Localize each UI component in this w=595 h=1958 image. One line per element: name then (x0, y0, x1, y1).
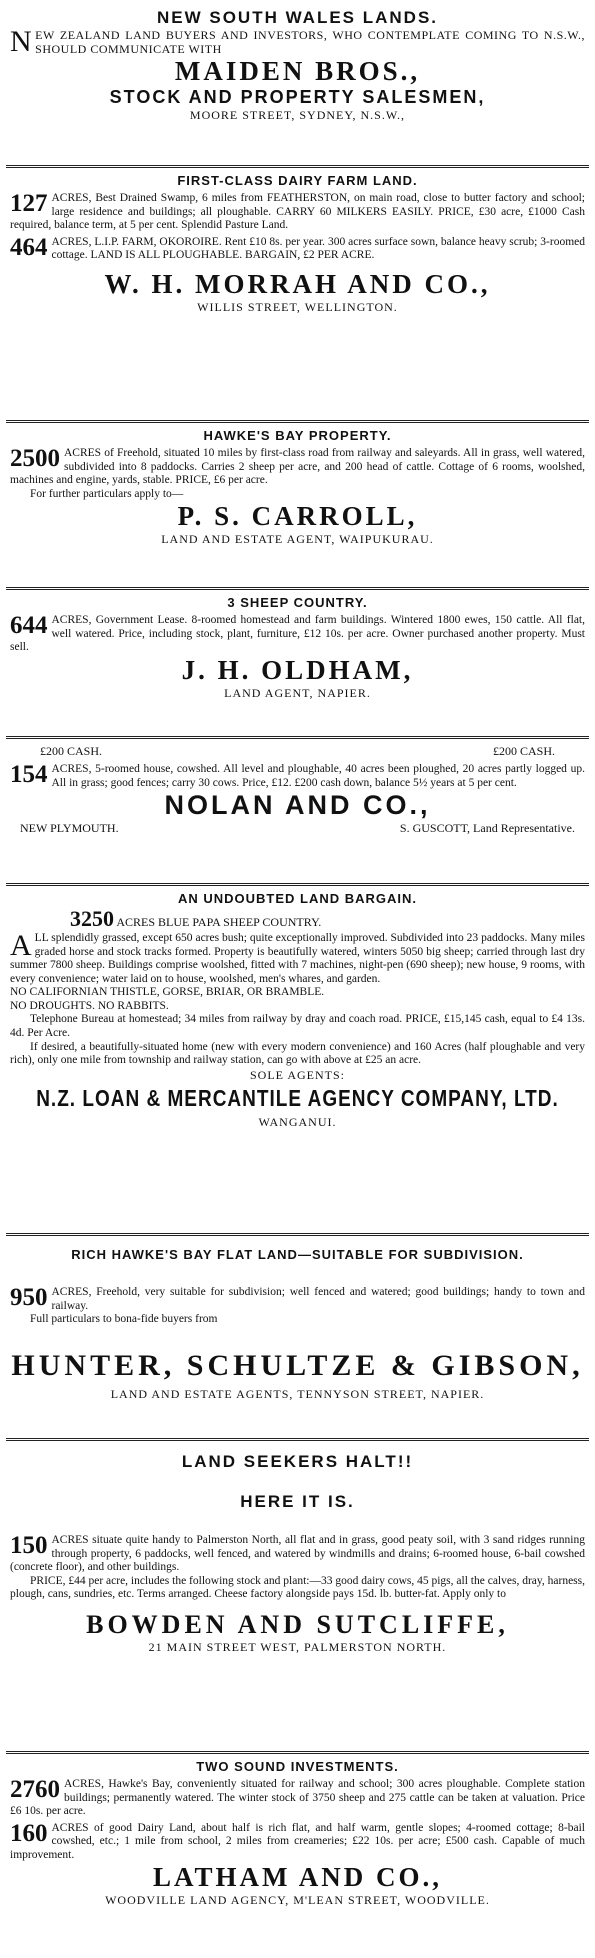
ad-nz-loan (6, 889, 589, 1230)
tagline: STOCK AND PROPERTY SALESMEN, (109, 87, 486, 108)
description (10, 929, 585, 986)
heading: LAND SEEKERS HALT!! (181, 1452, 414, 1471)
firm-name: MAIDEN BROS., (174, 56, 421, 87)
acreage-number: 464 (10, 233, 48, 261)
listing (10, 1778, 585, 1819)
divider (6, 587, 589, 590)
address: 21 MAIN STREET WEST, PALMERSTON NORTH. (148, 1639, 447, 1654)
listing (10, 1534, 585, 1575)
listing-text: ACRES, L.I.P. FARM, OKOROIRE. Rent £10 8s. per year. 300 acres surface sown, balance heavy scrub; 3-roomed cottage. LAND IS ALL PLOUGHABLE. BARGAIN, £2 PER ACRE. (51, 235, 585, 262)
acreage-number: 644 (10, 612, 48, 639)
divider (6, 883, 589, 886)
cash-left: £200 CASH. (40, 744, 103, 758)
listing-text: ACRES, Best Drained Swamp, 6 miles from FEATHERSTON, on main road, close to butter factory and school; large residence and buildings; all ploughable. CARRY 60 MILKERS EASILY. PRICE, £30 acre, £1000 Cash required, balance term, at 5 per cent. Splendid Pasture Land. (10, 192, 585, 232)
newspaper-page (6, 0, 589, 1943)
firm-name: W. H. MORRAH AND CO., (104, 268, 491, 299)
subheading-row (10, 906, 585, 932)
divider (6, 1438, 589, 1441)
intro (10, 25, 585, 58)
ad-nolan (6, 742, 589, 880)
listing-text: ACRES, Government Lease. 8-roomed homestead and farm buildings. Wintered 1800 ewes, 150 cattle. All flat, well watered. Price, including stock, plant, furniture, £12 10s. per acre. Owner purchased another property. Must sell. (10, 614, 585, 654)
heading: FIRST-CLASS DAIRY FARM LAND. (177, 173, 418, 188)
firm-name: BOWDEN AND SUTCLIFFE, (86, 1609, 509, 1639)
address: MOORE STREET, SYDNEY, N.S.W., (189, 108, 406, 123)
listing (10, 233, 585, 263)
apply-line: For further particulars apply to— (30, 487, 184, 500)
acreage-number: 2760 (10, 1776, 60, 1803)
divider (6, 420, 589, 423)
cash-right: £200 CASH. (492, 744, 555, 758)
listing (10, 447, 585, 488)
address: LAND AND ESTATE AGENT, WAIPUKURAU. (161, 532, 434, 547)
listing-text: ACRES, Hawke's Bay, conveniently situated for railway and school; 300 acres ploughable. Complete station buildings; permanently watered. The winter stock of 3750 sheep and 275 cattle can be taken at valuation. Price £6 10s. per acre. (10, 1778, 585, 1818)
firm-name: N.Z. LOAN & MERCANTILE AGENCY COMPANY, LTD. (36, 1086, 559, 1112)
listing (10, 1286, 585, 1313)
listing-text: ACRES of good Dairy Land, about half is rich flat, and half warm, gentle slopes; 4-roomed cottage; 8-bail cowshed, etc.; 1 mile from school, 2 miles from creameries; £22 10s. per acre; £500 cash. Capable of much improvement. (10, 1821, 585, 1861)
ad-latham (6, 1757, 589, 1943)
listing-text: ACRES of Freehold, situated 10 miles by first-class road from railway and saleyards. All in grass, well watered, subdivided into 8 paddocks. Carries 2 sheep per acre, and 200 head of cattle. Cottage of 6 rooms, woolshed, machines and engine, yards, stable. PRICE, £6 per acre. (10, 447, 585, 487)
address: LAND AND ESTATE AGENTS, TENNYSON STREET, NAPIER. (110, 1386, 485, 1401)
ad-maiden-bros (6, 6, 589, 162)
description-text: LL splendidly grassed, except 650 acres bush; quite exceptionally improved. Subdivided into 23 paddocks. Many miles graded horse and stock tracks formed. Property is beautifully watered, winters 5050 big sheep; carried through last dry summer 7800 sheep. Buildings comprise woolshed, fitted with 7 machines, night-pen (690 sheep); new house, 9 rooms, with every convenience; water laid on to house, woolshed, men's whares, and garden. (10, 932, 585, 985)
listing-text: ACRES, Freehold, very suitable for subdivision; well fenced and watered; good buildings; handy to town and railway. (51, 1286, 585, 1312)
drop-cap: N (10, 25, 33, 58)
heading: 3 SHEEP COUNTRY. (227, 595, 368, 610)
apply-line: Full particulars to bona-fide buyers from (30, 1313, 218, 1326)
heading: HAWKE'S BAY PROPERTY. (203, 428, 392, 443)
firm-name: J. H. OLDHAM, (181, 654, 414, 685)
feature-line: NO DROUGHTS. NO RABBITS. (10, 999, 169, 1012)
heading: AN UNDOUBTED LAND BARGAIN. (177, 891, 418, 906)
extra-text: If desired, a beautifully-situated home (new with every modern convenience) and 160 Acres (half ploughable and very rich), only one mile from township and railway station, can go with above at £25 an acre. (10, 1040, 585, 1067)
ad-carroll (6, 426, 589, 584)
firm-name: NOLAN AND CO., (164, 790, 431, 821)
acreage-number: 950 (10, 1284, 48, 1311)
ad-bowden (6, 1444, 589, 1748)
address: LAND AGENT, NAPIER. (224, 685, 371, 700)
sole-agents: SOLE AGENTS: (249, 1067, 345, 1082)
listing (10, 192, 585, 233)
footer-row (10, 821, 585, 836)
divider (6, 1233, 589, 1236)
cash-row (10, 744, 585, 759)
ad-morrah (6, 171, 589, 417)
heading-secondary: HERE IT IS. (240, 1492, 355, 1511)
feature-line: NO CALIFORNIAN THISTLE, GORSE, BRIAR, OR BRAMBLE. (10, 986, 325, 999)
divider (6, 165, 589, 168)
divider (6, 1751, 589, 1754)
firm-name: HUNTER, SCHULTZE & GIBSON, (11, 1348, 584, 1382)
listing-text: ACRES situate quite handy to Palmerston North, all flat and in grass, good peaty soil, with 3 sand ridges running through property, 6 paddocks, well fenced, and watered by windmills and drains; 6-roomed house, 6-bail cowshed (concrete floor), and other buildings. (10, 1534, 585, 1574)
listing (10, 614, 585, 655)
listing (10, 1819, 585, 1863)
drop-cap: A (10, 929, 32, 962)
listing (10, 763, 585, 790)
acreage-number: 154 (10, 761, 48, 788)
firm-name: P. S. CARROLL, (177, 501, 418, 532)
address: WOODVILLE LAND AGENCY, M'LEAN STREET, WOODVILLE. (105, 1893, 490, 1908)
town: WANGANUI. (258, 1114, 337, 1129)
acreage-number: 150 (10, 1532, 48, 1559)
town: NEW PLYMOUTH. (20, 821, 119, 836)
price-text: PRICE, £44 per acre, includes the following stock and plant:—33 good dairy cows, 45 pigs, all the calves, dray, harness, plough, cans, sundries, etc. Terms arranged. Cheese factory alongside pays 15d. lb. butter-fat. Apply only to (10, 1574, 585, 1601)
divider (6, 736, 589, 739)
subheading: ACRES BLUE PAPA SHEEP COUNTRY. (116, 915, 322, 929)
representative: S. GUSCOTT, Land Representative. (399, 821, 575, 836)
address: WILLIS STREET, WELLINGTON. (197, 299, 398, 314)
firm-name: LATHAM AND CO., (152, 1862, 442, 1893)
price-text: Telephone Bureau at homestead; 34 miles from railway by dray and coach road. PRICE, £15,145 cash, equal to £4 13s. 4d. Per Acre. (10, 1013, 585, 1039)
heading: NEW SOUTH WALES LANDS. (156, 8, 439, 27)
acreage-number: 160 (10, 1819, 48, 1847)
intro-text: EW ZEALAND LAND BUYERS AND INVESTORS, WHO CONTEMPLATE COMING TO N.S.W., SHOULD COMMUNICATE WITH (35, 28, 585, 57)
acreage-number: 3250 (70, 906, 114, 931)
acreage-number: 127 (10, 190, 48, 217)
heading: RICH HAWKE'S BAY FLAT LAND—SUITABLE FOR SUBDIVISION. (71, 1247, 524, 1262)
ad-hunter (6, 1239, 589, 1435)
listing-text: ACRES, 5-roomed house, cowshed. All level and ploughable, 40 acres been ploughed, 20 acres partly logged up. All in grass; good fences; carry 30 cows. Price, £12. £200 cash down, balance 5½ years at 5 per cent. (51, 763, 585, 789)
ad-oldham (6, 593, 589, 733)
acreage-number: 2500 (10, 445, 60, 472)
heading: TWO SOUND INVESTMENTS. (196, 1759, 399, 1774)
